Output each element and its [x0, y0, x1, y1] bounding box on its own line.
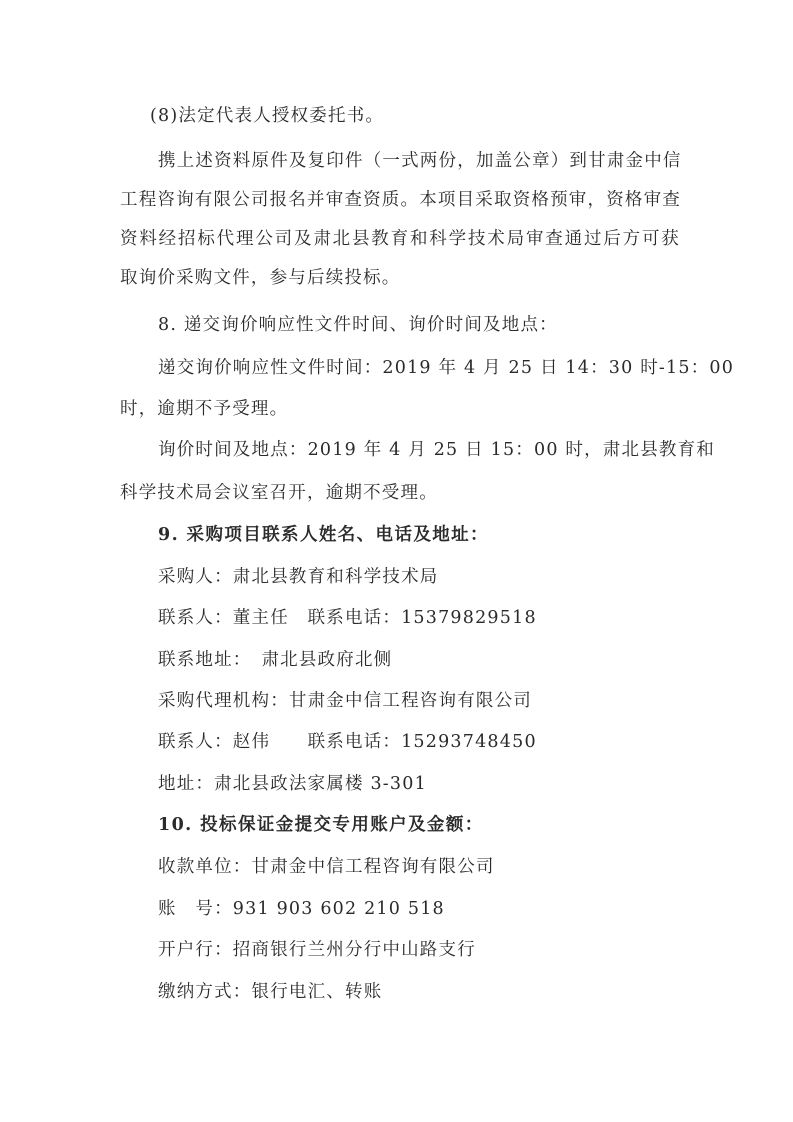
- purchaser-address: 联系地址： 肃北县政府北侧: [158, 650, 393, 670]
- item-8-authorization-letter: (8)法定代表人授权委托书。: [150, 106, 385, 126]
- agency-contact: 联系人：赵伟 联系电话：15293748450: [158, 732, 537, 752]
- purchaser: 采购人：肃北县教育和科学技术局: [158, 567, 439, 587]
- account-number: 账 号：931 903 602 210 518: [158, 899, 445, 919]
- section-9-heading: 9. 采购项目联系人姓名、电话及地址：: [158, 525, 489, 545]
- inquiry-time-line-2: 科学技术局会议室召开，逾期不受理。: [120, 483, 438, 503]
- procurement-agency: 采购代理机构：甘肃金中信工程咨询有限公司: [158, 691, 532, 711]
- payment-method: 缴纳方式：银行电汇、转账: [158, 982, 383, 1002]
- purchaser-contact: 联系人：董主任 联系电话：15379829518: [158, 608, 537, 628]
- inquiry-time-line-1: 询价时间及地点：2019 年 4 月 25 日 15：00 时，肃北县教育和: [158, 440, 716, 460]
- bank-branch: 开户行：招商银行兰州分行中山路支行: [158, 940, 476, 960]
- section-10-heading: 10. 投标保证金提交专用账户及金额：: [158, 815, 484, 835]
- submission-paragraph-line-4: 取询价采购文件，参与后续投标。: [120, 268, 401, 288]
- agency-address: 地址：肃北县政法家属楼 3-301: [158, 774, 427, 794]
- section-8-heading: 8. 递交询价响应性文件时间、询价时间及地点：: [158, 315, 558, 335]
- submission-paragraph-line-2: 工程咨询有限公司报名并审查资质。本项目采取资格预审，资格审查: [120, 190, 681, 210]
- response-time-line-1: 递交询价响应性文件时间：2019 年 4 月 25 日 14：30 时-15：00: [158, 358, 735, 378]
- payee: 收款单位：甘肃金中信工程咨询有限公司: [158, 857, 495, 877]
- submission-paragraph-line-1: 携上述资料原件及复印件（一式两份，加盖公章）到甘肃金中信: [158, 151, 682, 171]
- submission-paragraph-line-3: 资料经招标代理公司及肃北县教育和科学技术局审查通过后方可获: [120, 229, 680, 249]
- response-time-line-2: 时，逾期不予受理。: [120, 399, 289, 419]
